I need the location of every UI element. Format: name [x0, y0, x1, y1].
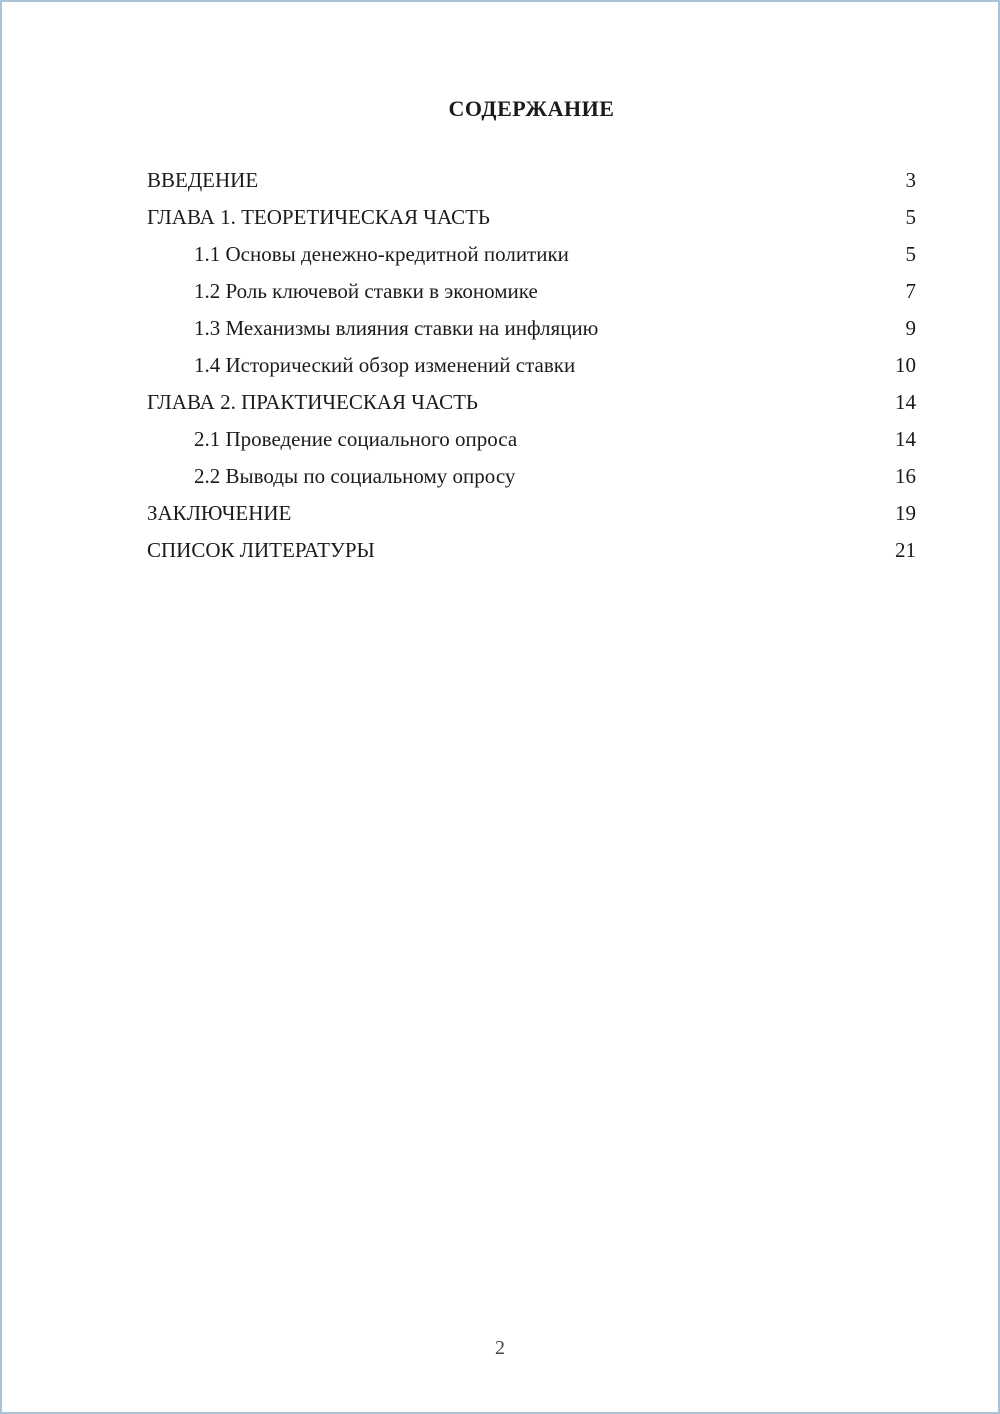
toc-entry-page: 7	[905, 279, 916, 303]
toc-entry	[147, 390, 916, 427]
toc-entry	[147, 538, 916, 575]
toc-entry-page: 19	[895, 501, 916, 525]
footer-page-number: 2	[495, 1337, 505, 1359]
toc-entry-label: СПИСОК ЛИТЕРАТУРЫ	[147, 538, 375, 562]
toc-entry-label: 1.1 Основы денежно-кредитной политики	[194, 242, 569, 266]
toc-entry	[147, 464, 916, 501]
toc-entry-page: 16	[895, 464, 916, 488]
toc-entry	[147, 168, 916, 205]
toc-entry-page: 5	[905, 205, 916, 229]
toc-entry	[147, 205, 916, 242]
toc-entry-page: 21	[895, 538, 916, 562]
toc-entry-page: 10	[895, 353, 916, 377]
toc-entry	[147, 242, 916, 279]
toc-entry-label: ГЛАВА 1. ТЕОРЕТИЧЕСКАЯ ЧАСТЬ	[147, 205, 490, 229]
page-content	[147, 96, 916, 575]
toc-entry-label: 2.1 Проведение социального опроса	[194, 427, 518, 451]
toc-entry-label: ЗАКЛЮЧЕНИЕ	[147, 501, 292, 525]
toc-entry-label: ВВЕДЕНИЕ	[147, 168, 259, 192]
toc-entry	[147, 279, 916, 316]
toc-entry-page: 14	[895, 427, 916, 451]
page-title: СОДЕРЖАНИЕ	[448, 96, 615, 121]
toc-entry	[147, 427, 916, 464]
toc-entry-page: 3	[905, 168, 916, 192]
toc-entry	[147, 353, 916, 390]
toc-entry-page: 14	[895, 390, 916, 414]
toc-entry-label: 1.2 Роль ключевой ставки в экономике	[194, 279, 538, 303]
toc-entry	[147, 316, 916, 353]
toc-entry	[147, 501, 916, 538]
toc-entry-page: 5	[905, 242, 916, 266]
toc-entry-page: 9	[905, 316, 916, 340]
toc-entry-label: ГЛАВА 2. ПРАКТИЧЕСКАЯ ЧАСТЬ	[147, 390, 478, 414]
table-of-contents	[147, 168, 916, 575]
toc-entry-label: 2.2 Выводы по социальному опросу	[194, 464, 516, 488]
toc-entry-label: 1.3 Механизмы влияния ставки на инфляцию	[194, 316, 599, 340]
toc-entry-label: 1.4 Исторический обзор изменений ставки	[194, 353, 576, 377]
